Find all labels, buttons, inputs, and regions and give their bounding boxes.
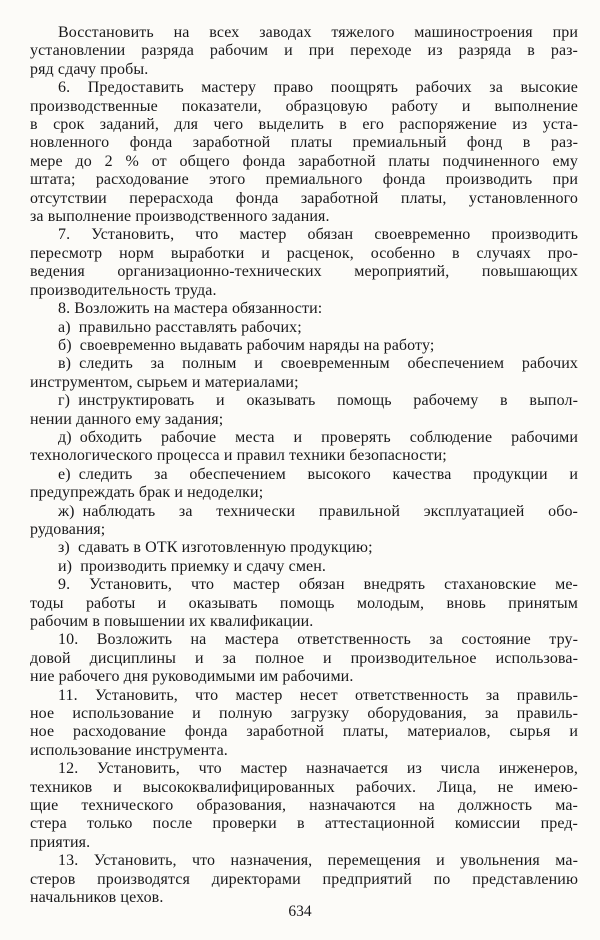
text-line: пересмотр норм выработки и расценок, особенно в случаях про- [30, 244, 578, 262]
text-line: ряд сдачу пробы. [30, 60, 149, 78]
text-line: з) сдавать в ОТК изготовленную продукцию; [58, 539, 373, 557]
text-line: Восстановить на всех заводах тяжелого машиностроения при [58, 24, 578, 41]
text-line: мере до 2 % от общего фонда заработной платы подчиненного ему [30, 152, 578, 170]
text-line: производительность труда. [30, 281, 217, 299]
text-line: 8. Возложить на мастера обязанности: [58, 300, 323, 318]
text-line: довой дисциплины и за полное и производительное использова- [30, 649, 578, 667]
text-line: в) следить за полным и своевременным обеспечением рабочих [58, 355, 578, 373]
text-line: ное расходование фонда заработной платы, материалов, сырья и [30, 723, 578, 741]
text-line: приятия. [30, 833, 91, 851]
text-line: щие технического образования, назначаются на должность ма- [30, 797, 578, 815]
text-line: г) инструктировать и оказывать помощь рабочему в выпол- [58, 392, 578, 410]
text-line: предупреждать брак и недоделки; [30, 484, 264, 502]
text-line: использование инструмента. [30, 741, 228, 759]
text-block [30, 24, 578, 908]
text-line: техников и высококвалифицированных рабочих. Лица, не имею- [30, 778, 578, 796]
text-line: ж) наблюдать за технически правильной эксплуатацией обо- [58, 502, 578, 520]
text-line: 6. Предоставить мастеру право поощрять рабочих за высокие [58, 79, 578, 97]
text-line: производственные показатели, образцовую работу и выполнение [30, 97, 578, 115]
text-line: новленного фонда заработной платы премиальный фонд в раз- [30, 134, 578, 152]
text-line: в срок заданий, для чего выделить в его распоряжение из уста- [30, 116, 578, 134]
text-line: инструментом, сырьем и материалами; [30, 373, 299, 391]
text-line: за выполнение производственного задания. [30, 208, 330, 226]
text-line: штата; расходование этого премиального фонда производить при [30, 171, 578, 189]
text-line: стера только после проверки в аттестационной комиссии пред- [30, 815, 578, 833]
text-line: 11. Установить, что мастер несет ответственность за правиль- [58, 686, 578, 704]
text-line: рабочим в повышении их квалификации. [30, 613, 314, 630]
text-line: 9. Установить, что мастер обязан внедрять стахановские ме- [58, 576, 578, 594]
text-line: отсутствии перерасхода фонда заработной платы, установленного [30, 189, 578, 207]
text-line: начальников цехов. [30, 889, 164, 907]
text-line: а) правильно расставлять рабочих; [58, 318, 302, 336]
text-line: 12. Установить, что мастер назначается из числа инженеров, [58, 760, 578, 778]
text-line: 10. Возложить на мастера ответственность за состояние тру- [58, 631, 578, 649]
text-line: ведения организационно-технических мероприятий, повышающих [30, 263, 578, 281]
text-line: 13. Установить, что назначения, перемещения и увольнения ма- [58, 852, 578, 870]
text-line: 7. Установить, что мастер обязан своевременно производить [58, 226, 578, 244]
page-number: 634 [288, 903, 312, 920]
text-line: ное использование и полную загрузку оборудования, за правиль- [30, 705, 578, 723]
text-line: ние рабочего дня руководимыми им рабочими. [30, 668, 354, 686]
text-line: технологического процесса и правил техники безопасности; [30, 447, 447, 465]
text-line: стеров производятся директорами предприятий по представлению [30, 870, 578, 888]
text-line: д) обходить рабочие места и проверять соблюдение рабочими [58, 428, 578, 446]
text-line: нении данного ему задания; [30, 410, 224, 428]
text-line: рудования; [30, 520, 106, 538]
text-line: е) следить за обеспечением высокого качества продукции и [58, 465, 578, 483]
text-line: и) производить приемку и сдачу смен. [58, 557, 327, 575]
text-line: тоды работы и оказывать помощь молодым, вновь принятым [30, 594, 578, 612]
text-line: установлении разряда рабочим и при переходе из разряда в раз- [30, 42, 578, 60]
text-line: б) своевременно выдавать рабочим наряды на работу; [58, 336, 435, 354]
